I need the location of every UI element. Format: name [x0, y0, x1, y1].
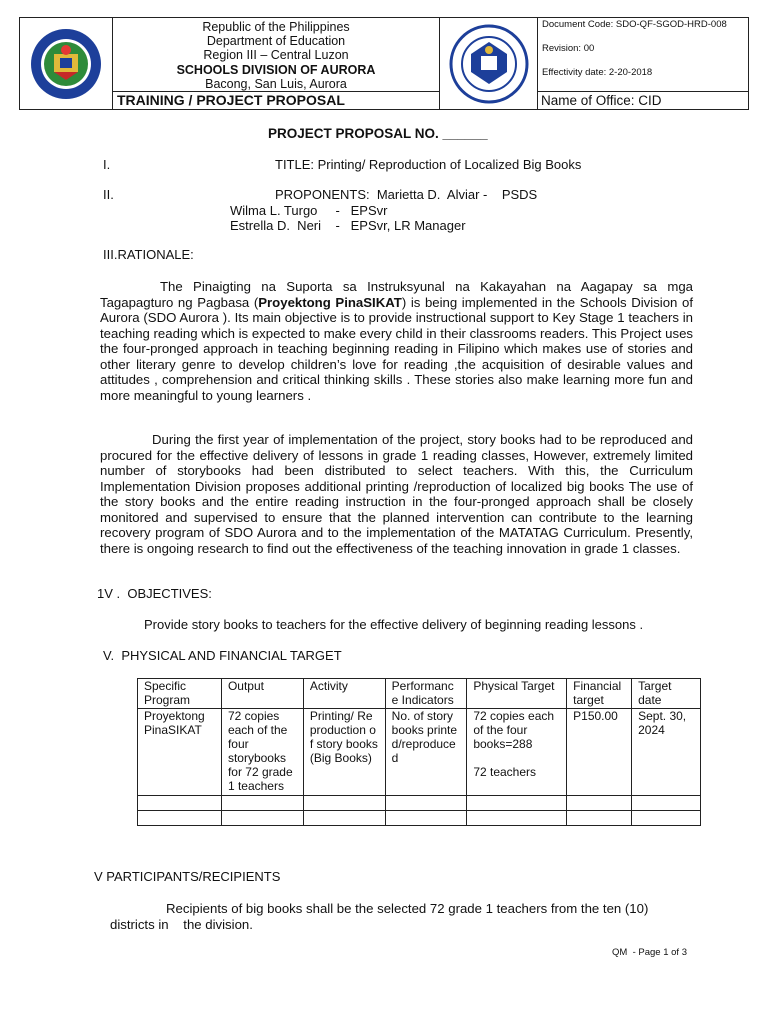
cell-output: 72 copies each of the four storybooks for 72 grade 1 teachers — [221, 709, 303, 796]
header-target-date: Target date — [632, 679, 701, 709]
physical-target-copies: 72 copies each of the four books=288 — [473, 709, 555, 751]
rationale-1-project-name: Proyektong PinaSIKAT — [258, 294, 402, 310]
document-header — [19, 17, 749, 110]
deped-seal-icon — [449, 24, 529, 104]
table-row — [138, 796, 701, 811]
header-division: SCHOOLS DIVISION OF AURORA — [176, 62, 376, 77]
proposal-number: PROJECT PROPOSAL NO. ______ — [268, 126, 488, 141]
physical-target-teachers: 72 teachers — [473, 765, 537, 779]
form-title: TRAINING / PROJECT PROPOSAL — [113, 92, 440, 109]
header-specific-program: Specific Program — [138, 679, 222, 709]
cell-program: Proyektong PinaSIKAT — [138, 709, 222, 796]
header-agency-block — [113, 18, 440, 92]
objective-text: Provide story books to teachers for the effective delivery of beginning reading lessons . — [144, 617, 644, 632]
document-control-block — [538, 18, 749, 92]
section-5-heading: V. PHYSICAL AND FINANCIAL TARGET — [103, 648, 342, 663]
deped-seal-cell — [440, 18, 538, 109]
document-code: Document Code: SDO-QF-SGOD-HRD-008 — [542, 19, 727, 30]
section-1-title: TITLE: Printing/ Reproduction of Localized Big Books — [275, 157, 582, 172]
table-row — [138, 709, 701, 796]
rationale-paragraph-2 — [100, 432, 693, 556]
rationale-1-start: The Pinaigting na Suporta sa Instruksyunal na Kakayahan na Aagapay sa mga Tagapagturo ng Pagbasa ( — [100, 279, 693, 310]
cell-financial-target: P150.00 — [567, 709, 632, 796]
cell-performance-indicator: No. of story books printed/reproduced — [385, 709, 467, 796]
cell-target-date: Sept. 30, 2024 — [632, 709, 701, 796]
header-region: Region III – Central Luzon — [203, 48, 349, 63]
office-name: Name of Office: CID — [541, 93, 662, 108]
header-department: Department of Education — [206, 34, 346, 49]
rationale-2-text: During the first year of implementation of the project, story books had to be reproduced and procured for the effective delivery of lessons in grade 1 reading classes, However, extremely limited number of storybooks had been distributed to select teachers. With this, the Curriculum Implementation Division proposes additional printing /reproduction of localized big books The use of the story books and the entire reading instruction in the four-pronged approach shall be closely monitored and supervised to ensure that the planned intervention can contribute to the learning recovery program of SDO Aurora and to the implementation of the MATATAG Curriculum. Presently, there is ongoing research to find out the effectiveness of the teaching innovation in grade 1 classes. — [100, 432, 693, 556]
header-physical-target: Physical Target — [467, 679, 567, 709]
table-header-row — [138, 679, 701, 709]
header-performance-indicators: Performance Indicators — [385, 679, 467, 709]
table-row — [138, 811, 701, 826]
section-2-proponents: PROPONENTS: Marietta D. Alviar - PSDS — [275, 187, 538, 202]
proponent-3: Estrella D. Neri - EPSvr, LR Manager — [230, 218, 466, 233]
page-footer: QM - Page 1 of 3 — [612, 947, 687, 958]
proponent-2: Wilma L. Turgo - EPSvr — [230, 203, 388, 218]
section-2-number: II. — [103, 187, 114, 202]
header-financial-target: Financial target — [567, 679, 632, 709]
effectivity-date: Effectivity date: 2-20-2018 — [542, 67, 653, 78]
division-seal-cell — [20, 18, 113, 109]
section-6-heading: V PARTICIPANTS/RECIPIENTS — [94, 869, 281, 884]
recipients-text: Recipients of big books shall be the selected 72 grade 1 teachers from the ten (10) districts in the division. — [110, 901, 653, 932]
section-4-heading: 1V . OBJECTIVES: — [97, 586, 212, 601]
cell-activity: Printing/ Reproduction of story books (Big Books) — [303, 709, 385, 796]
revision: Revision: 00 — [542, 43, 595, 54]
header-output: Output — [221, 679, 303, 709]
division-of-aurora-seal-icon — [30, 28, 102, 100]
recipients-paragraph — [110, 901, 690, 932]
header-activity: Activity — [303, 679, 385, 709]
rationale-1-end: ) is being implemented in the Schools Division of Aurora (SDO Aurora ). Its main objective is to provide instructional support to Key Stage 1 teachers in teaching reading which is expected to make every child in their classrooms readers. This Project uses the four-pronged approach in teaching beginning reading in Filipino which makes use of stories and other literary genre to develop children’s love for reading ,the acquisition of desirable values and attitudes , comprehension and critical thinking skills . These stories also make learning more fun and more meaningful to young learners . — [100, 294, 693, 403]
header-address: Bacong, San Luis, Aurora — [205, 76, 347, 91]
physical-financial-target-table — [137, 678, 701, 826]
header-republic: Republic of the Philippines — [202, 20, 350, 34]
section-1-number: I. — [103, 157, 111, 172]
rationale-paragraph-1 — [100, 279, 693, 403]
section-3-heading: III.RATIONALE: — [103, 247, 194, 262]
cell-physical-target — [467, 709, 567, 796]
